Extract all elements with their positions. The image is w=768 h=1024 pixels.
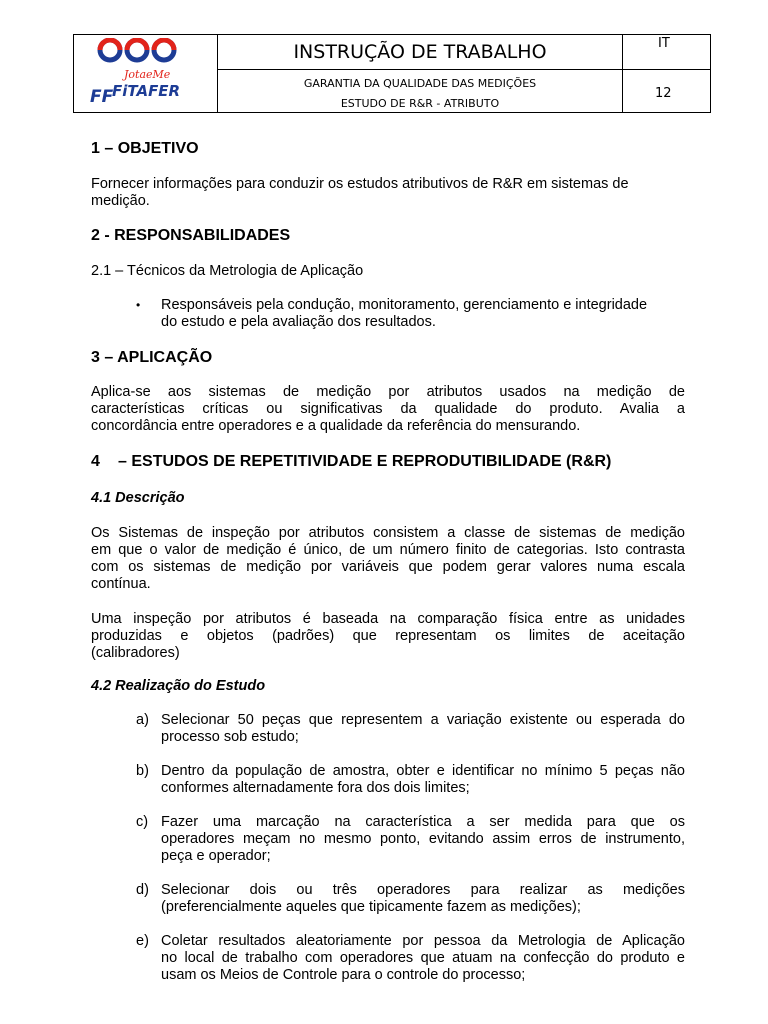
list-item-line: (preferencialmente aqueles que tipicamente fazem as medições); (161, 899, 581, 915)
list-item-line: Dentro da população de amostra, obter e identificar no mínimo 5 peças não (161, 763, 685, 779)
logo-script-text: JotaeMe (124, 68, 171, 81)
list-item-line: conformes alternadamente fora dos dois limites; (161, 780, 470, 796)
section-4-1-p1-line-1: Os Sistemas de inspeção por atributos consistem a classe de sistemas de medição (91, 525, 685, 541)
section-4-1-p1-line-2: em que o valor de medição é único, de um número finito de categorias. Isto contrasta (91, 542, 685, 558)
document-subtitle (218, 70, 623, 112)
section-1-text-line-2: medição. (91, 193, 150, 209)
list-item-line: Selecionar dois ou três operadores para realizar as medições (161, 882, 685, 898)
section-4-2-heading: 4.2 Realização do Estudo (91, 678, 266, 694)
section-2-bullet-line-2: do estudo e pela avaliação dos resultados. (161, 314, 436, 330)
subtitle-line-2: ESTUDO DE R&R - ATRIBUTO (340, 97, 500, 110)
section-3-line-3: concordância entre operadores e a qualidade da referência do mensurando. (91, 418, 581, 434)
svg-text:FF: FF (90, 87, 114, 107)
section-4-number: 4 (91, 453, 100, 470)
section-2-heading: 2 - RESPONSABILIDADES (91, 227, 291, 244)
document-header (73, 34, 711, 113)
list-item-marker: e) (136, 933, 149, 949)
list-item-line: Fazer uma marcação na característica a ser medida para que os (161, 814, 685, 830)
document-type: IT (623, 35, 710, 70)
section-3-heading: 3 – APLICAÇÃO (91, 349, 213, 366)
section-1-text-line-1: Fornecer informações para conduzir os estudos atributivos de R&R em sistemas de (91, 176, 629, 192)
section-4-1-p1-line-3: com os sistemas de medição por variáveis que podem gerar valores numa escala (91, 559, 685, 575)
logo-cell (74, 35, 218, 112)
section-4-1-p2-line-3: (calibradores) (91, 645, 180, 661)
list-item-line: usam os Meios de Controle para o controle do processo; (161, 967, 526, 983)
section-2-bullet-line-1: Responsáveis pela condução, monitoramento, gerenciamento e integridade (161, 297, 648, 313)
list-item-line: Coletar resultados aleatoriamente por pessoa da Metrologia de Aplicação (161, 933, 685, 949)
company-logo-icon (88, 38, 206, 110)
list-item-marker: a) (136, 712, 149, 728)
list-item-line: Selecionar 50 peças que representem a variação existente ou esperada do (161, 712, 685, 728)
section-4-1-p2-line-2: produzidas e objetos (padrões) que representam os limites de aceitação (91, 628, 685, 644)
list-item-marker: c) (136, 814, 149, 830)
section-4-1-p1-line-4: contínua. (91, 576, 151, 592)
section-4-1-heading: 4.1 Descrição (91, 490, 185, 506)
subtitle-line-1: GARANTIA DA QUALIDADE DAS MEDIÇÕES (303, 77, 537, 90)
section-3-line-2: características críticas ou significativas da qualidade do produto. Avalia a (91, 401, 685, 417)
document-number: 12 (655, 86, 672, 101)
section-1-heading: 1 – OBJETIVO (91, 140, 199, 157)
logo-brand-text: FiTAFER (112, 82, 181, 100)
section-3-line-1: Aplica-se aos sistemas de medição por atributos usados na medição de (91, 384, 685, 400)
list-item-marker: d) (136, 882, 149, 898)
list-item-line: processo sob estudo; (161, 729, 299, 745)
section-4-1-p2-line-1: Uma inspeção por atributos é baseada na comparação física entre as unidades (91, 611, 685, 627)
bullet-icon: • (136, 298, 141, 312)
list-item-line: operadores meçam no mesmo ponto, evitando assim erros de instrumento, (161, 831, 685, 847)
list-item-marker: b) (136, 763, 149, 779)
section-2-subheading: 2.1 – Técnicos da Metrologia de Aplicação (91, 263, 364, 279)
document-title: INSTRUÇÃO DE TRABALHO (218, 35, 623, 70)
list-item-line: peça e operador; (161, 848, 271, 864)
section-4-heading: – ESTUDOS DE REPETITIVIDADE E REPRODUTIBILIDADE (R&R) (118, 453, 612, 470)
list-item-line: no local de trabalho com operadores que atuam na confecção do produto e (161, 950, 685, 966)
